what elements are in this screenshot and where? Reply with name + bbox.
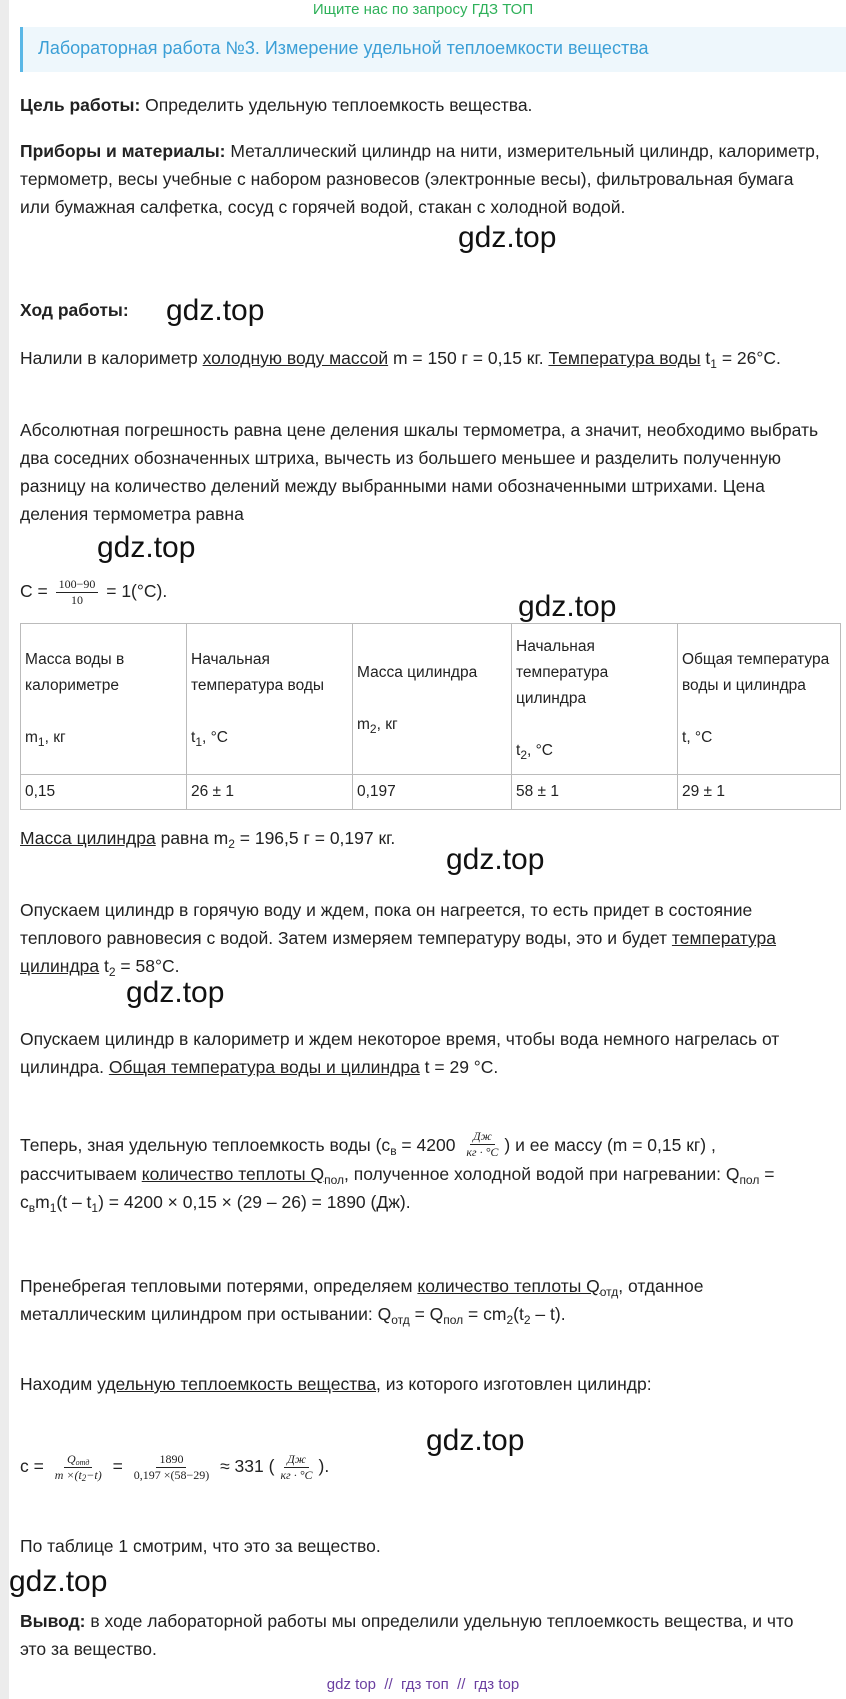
watermark: gdz.top	[9, 1565, 108, 1598]
table-cell: 29 ± 1	[678, 775, 841, 810]
title-box	[20, 27, 846, 72]
page-title: Лабораторная работа №3. Измерение удельной теплоемкости вещества	[38, 38, 649, 58]
fraction: $\frac{1890}{0,197 \times(58-29)}$	[133, 1452, 210, 1482]
paragraph-2: Абсолютная погрешность равна цене деления шкалы термометра, а значит, необходимо выбрать два соседних обозначенных штриха, вычесть из большего меньшее и разделить полученную разницу на количество делений между выбранными нами обозначенными штрихами. Цена деления термометра равна	[20, 420, 819, 524]
watermark: gdz.top	[518, 590, 617, 623]
paragraph-6: Теперь, зная удельную теплоемкость воды ($с_в = 4200$ $\frac{Дж}{кг \cdot ^\circ С}$ ) и ее массу (m = 0,15 кг) , рассчитываем количество теплоты $Q_{пол}$, полученное холодной водой при нагревании: $Q_{пол} = с_вm_1(t - t_1) = 4200 \times 0,15 \times (29 - 26) = 1890$ (Дж).	[20, 1128, 775, 1215]
watermark: gdz.top	[126, 976, 225, 1009]
fraction: $\frac{Дж}{кг \cdot ^\circ С}$	[280, 1452, 313, 1482]
paragraph-7: Пренебрегая тепловыми потерями, определяем количество теплоты $Q_{отд}$, отданное металлическим цилиндром при остывании: $Q_{отд} = Q_{пол} = cm_2(t_2 - t)$.	[20, 1276, 704, 1327]
materials-text: Металлический цилиндр на нити, измерительный цилиндр, калориметр, термометр, весы учебные с набором разновесов (электронные весы), фильтровальная бумага или бумажная салфетка, сосуд с горячей водой, стакан с холодной водой.	[20, 141, 820, 217]
progress-heading	[20, 296, 129, 324]
table-cell: 0,15	[21, 775, 187, 810]
footer-links[interactable]: gdz top // гдз топ // гдз top	[326, 1676, 520, 1693]
fraction: $\frac{Дж}{кг \cdot ^\circ С}$	[466, 1128, 499, 1159]
paragraph-5: Опускаем цилиндр в калориметр и ждем некоторое время, чтобы вода немного нагрелась от цилиндра. Общая температура воды и цилиндра t = 29 °С.	[20, 1029, 780, 1077]
watermark: gdz.top	[446, 843, 545, 876]
table-header-cell: Масса цилиндра $m_2$, кг	[353, 624, 512, 775]
watermark: gdz.top	[426, 1424, 525, 1457]
progress-label: Ход работы:	[20, 300, 129, 320]
table-header-row	[21, 624, 841, 775]
fraction: $\frac{Q_{отд}}{m \times(t_2-t)}$	[54, 1452, 102, 1483]
data-table	[20, 623, 841, 810]
paragraph-4: Опускаем цилиндр в горячую воду и ждем, пока он нагреется, то есть придет в состояние теплового равновесия с водой. Затем измеряем температуру воды, это и будет температура цилиндра $t_2 = 58^\circ С$.	[20, 900, 777, 979]
conclusion-text: в ходе лабораторной работы мы определили удельную теплоемкость вещества, и что это за вещество.	[20, 1611, 794, 1659]
specific-heat-formula: с = $\frac{Q_{отд}}{m \times(t_2-t)}$ = $\frac{1890}{0,197 \times(58-29)}$ ≈ 331 ( $\frac{Дж}{кг \cdot ^\circ С}$ ).	[20, 1452, 330, 1483]
paragraph-9: По таблице 1 смотрим, что это за вещество.	[20, 1536, 381, 1556]
paragraph-3: Масса цилиндра равна $m_2 = 196,5$ г = 0,197 кг.	[20, 828, 396, 851]
goal-text: Определить удельную теплоемкость вещества.	[140, 95, 533, 115]
materials-label: Приборы и материалы:	[20, 141, 226, 161]
left-border	[0, 0, 9, 1699]
table-row	[21, 775, 841, 810]
fraction: $\frac{100-90}{10}$	[56, 577, 99, 608]
goal-label: Цель работы:	[20, 95, 141, 115]
table-header-cell: Общая температура воды и цилиндра t, °С	[678, 624, 841, 775]
top-ad-link[interactable]: Ищите нас по запросу ГДЗ ТОП	[312, 1, 534, 18]
materials-paragraph	[20, 137, 820, 221]
watermark: gdz.top	[458, 221, 557, 254]
conclusion-label: Вывод:	[20, 1611, 86, 1631]
conclusion-paragraph	[20, 1607, 820, 1663]
table-header-cell: Начальная температура цилиндра $t_2$, °С	[512, 624, 678, 775]
price-formula: С = $\frac{100-90}{10}$ = 1(°С).	[20, 577, 168, 607]
paragraph-8: Находим удельную теплоемкость вещества, из которого изготовлен цилиндр:	[20, 1374, 652, 1394]
paragraph-1: Налили в калориметр холодную воду массой m = 150 г = 0,15 кг. Температура воды $t_1 = 26^\circ С$.	[20, 348, 781, 371]
watermark: gdz.top	[97, 531, 196, 564]
table-cell: 26 ± 1	[187, 775, 353, 810]
goal-paragraph	[20, 91, 532, 119]
table-header-cell: Начальная температура воды $t_1$, °С	[187, 624, 353, 775]
watermark: gdz.top	[166, 294, 265, 327]
table-header-cell: Масса воды в калориметре $m_1$, кг	[21, 624, 187, 775]
table-cell: 0,197	[353, 775, 512, 810]
table-cell: 58 ± 1	[512, 775, 678, 810]
